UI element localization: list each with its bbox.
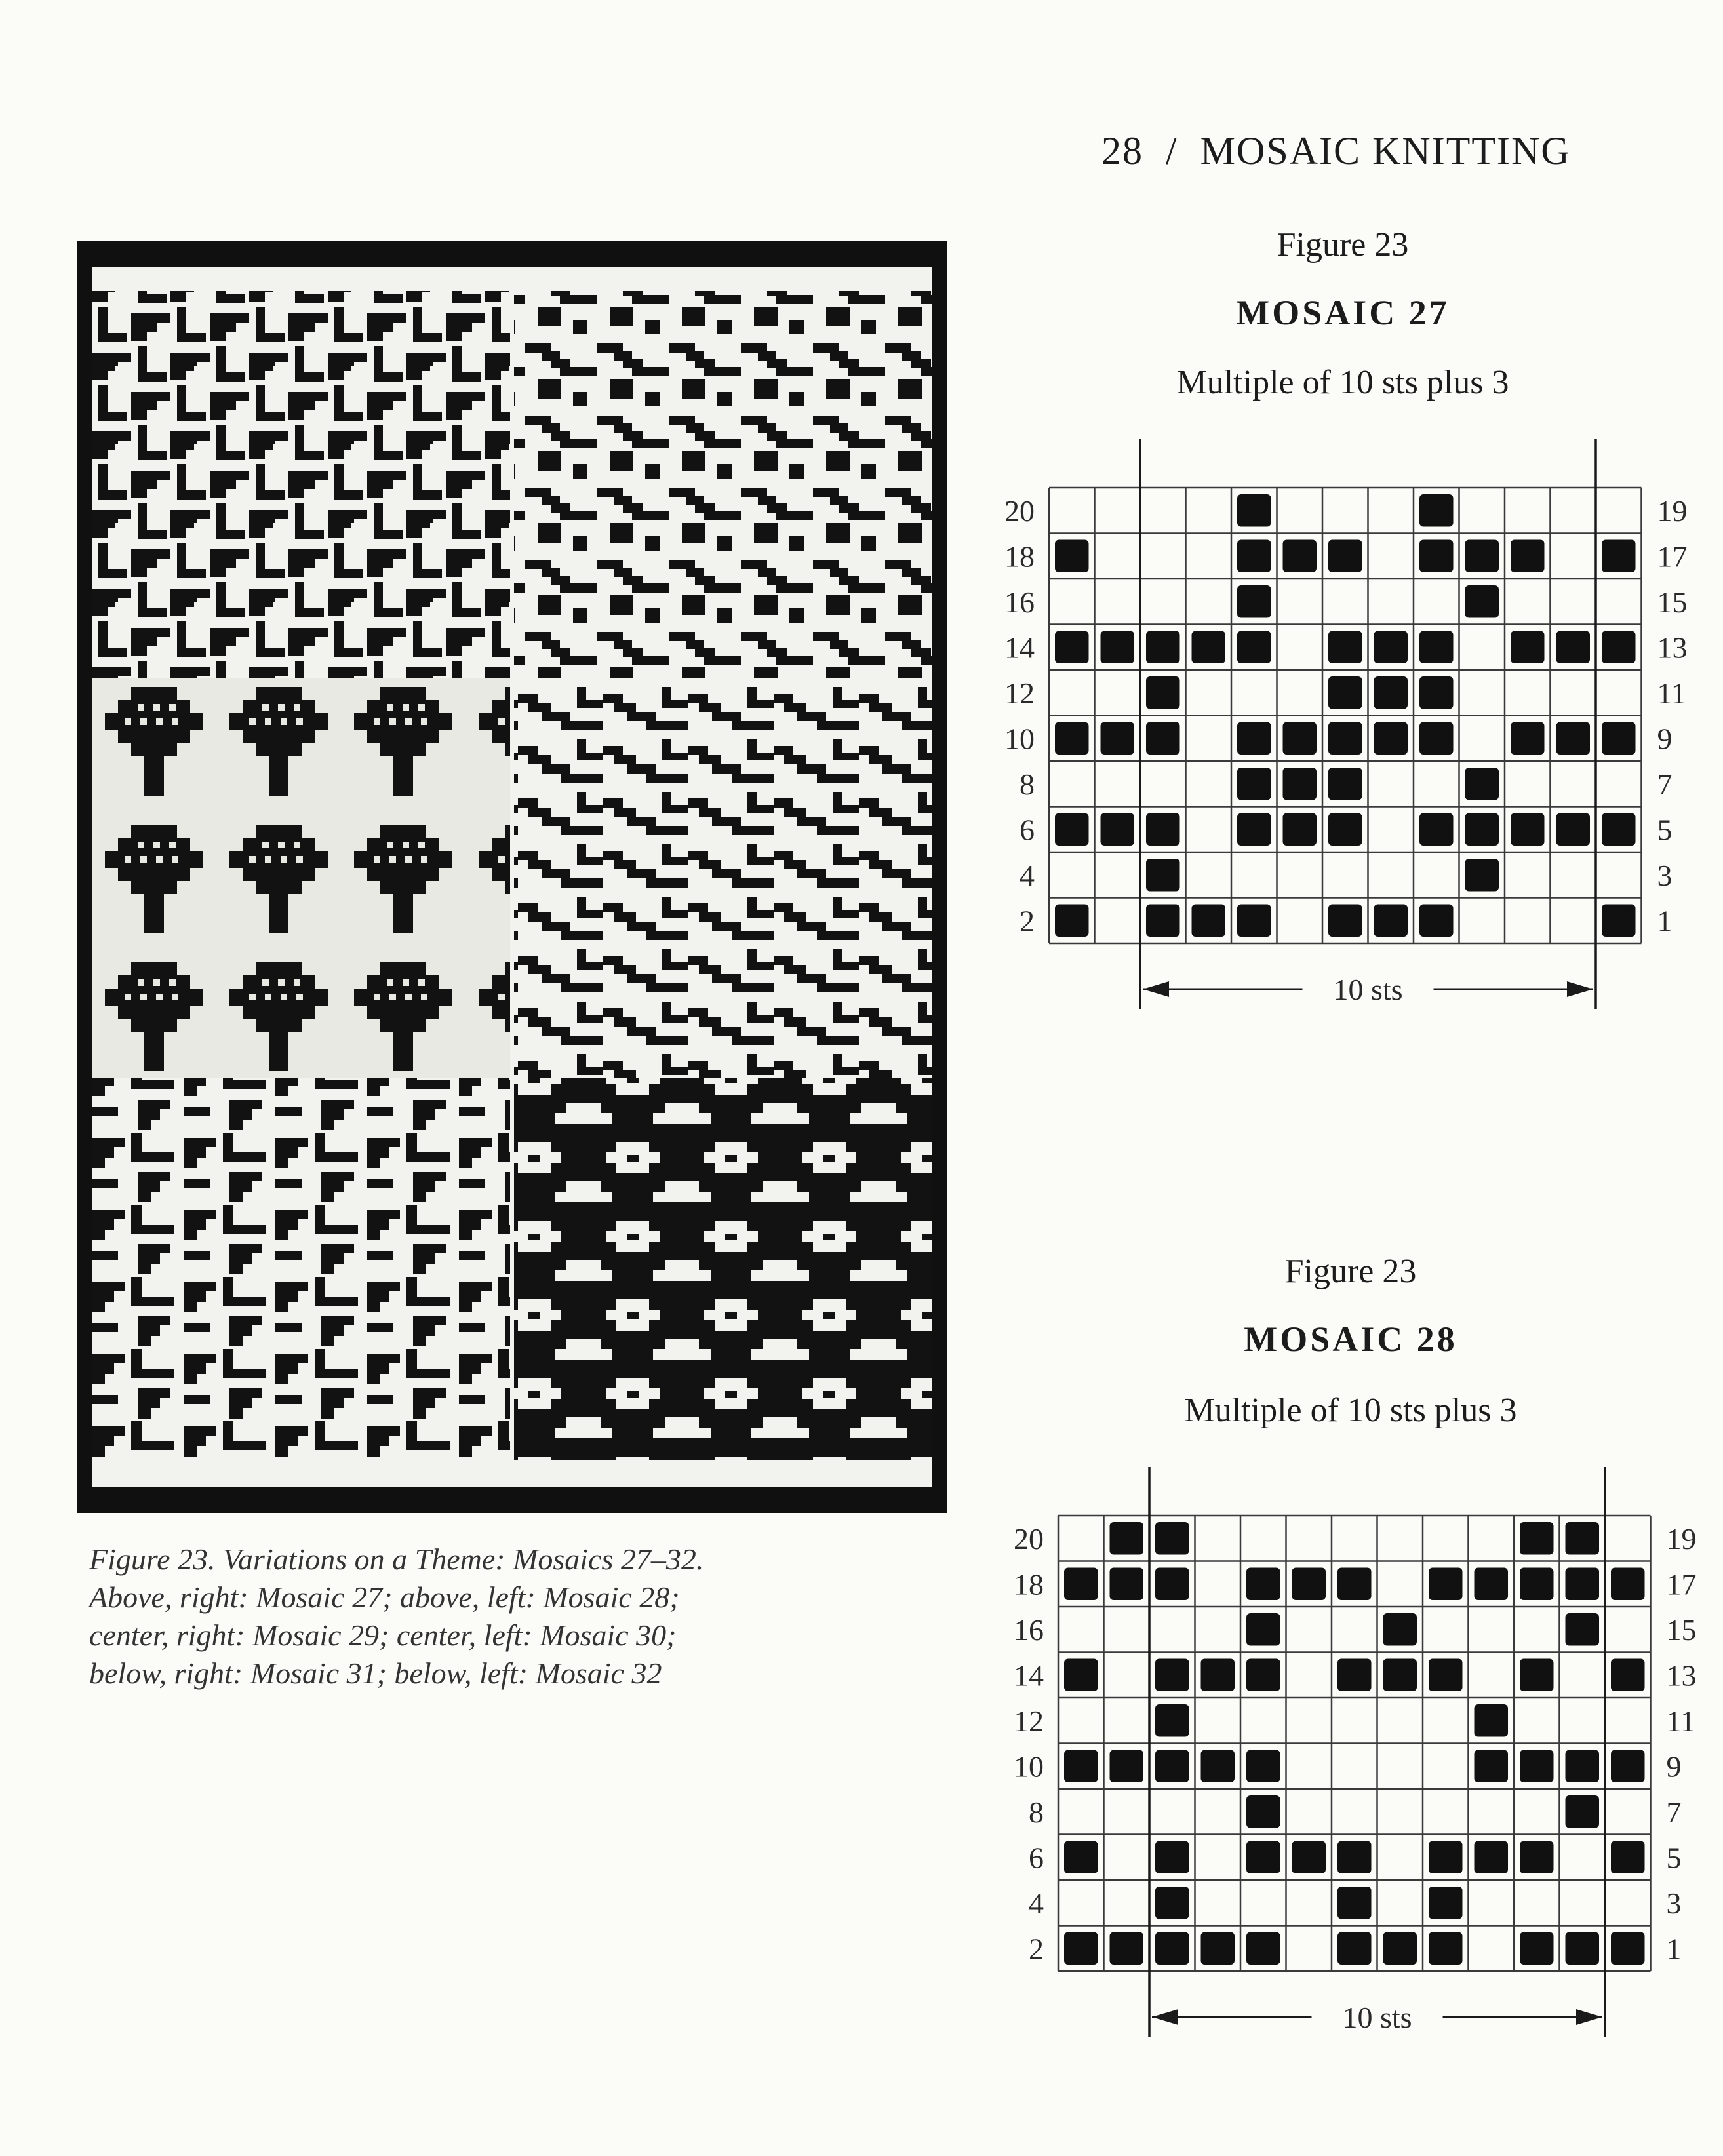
row-number-right: 17 <box>1666 1567 1697 1601</box>
row-number-left: 20 <box>1004 494 1035 528</box>
filled-stitch <box>1566 1613 1600 1646</box>
filled-stitch <box>1520 1841 1554 1874</box>
filled-stitch <box>1246 1568 1280 1601</box>
filled-stitch <box>1556 722 1591 755</box>
filled-stitch <box>1520 1568 1554 1601</box>
filled-stitch <box>1328 540 1362 573</box>
filled-stitch <box>1511 631 1545 664</box>
row-number-left: 18 <box>1014 1567 1044 1601</box>
filled-stitch <box>1155 1568 1189 1601</box>
filled-stitch <box>1611 1568 1645 1601</box>
row-number-left: 8 <box>1029 1795 1044 1829</box>
filled-stitch <box>1237 494 1271 527</box>
book-title: MOSAIC KNITTING <box>1200 129 1571 172</box>
filled-stitch <box>1328 676 1362 709</box>
filled-stitch <box>1246 1659 1280 1692</box>
filled-stitch <box>1419 540 1454 573</box>
row-number-right: 5 <box>1657 813 1673 847</box>
filled-stitch <box>1383 1659 1417 1692</box>
filled-stitch <box>1465 540 1499 573</box>
filled-stitch <box>1475 1704 1509 1737</box>
row-number-left: 6 <box>1020 813 1035 847</box>
filled-stitch <box>1283 768 1317 800</box>
filled-stitch <box>1237 631 1271 664</box>
filled-stitch <box>1374 905 1408 937</box>
filled-stitch <box>1328 768 1362 800</box>
filled-stitch <box>1511 813 1545 846</box>
filled-stitch <box>1602 905 1636 937</box>
filled-stitch <box>1465 859 1499 892</box>
chart-2-title: MOSAIC 28 <box>1244 1320 1457 1359</box>
filled-stitch <box>1429 1887 1463 1919</box>
filled-stitch <box>1602 813 1636 846</box>
filled-stitch <box>1419 631 1454 664</box>
filled-stitch <box>1237 585 1271 618</box>
filled-stitch <box>1146 813 1180 846</box>
filled-stitch <box>1110 1750 1144 1783</box>
filled-stitch <box>1566 1750 1600 1783</box>
knitted-sample-pattern <box>92 267 932 1487</box>
filled-stitch <box>1283 813 1317 846</box>
filled-stitch <box>1556 631 1591 664</box>
filled-stitch <box>1064 1750 1098 1783</box>
filled-stitch <box>1110 1932 1144 1965</box>
row-number-left: 4 <box>1020 858 1035 892</box>
filled-stitch <box>1237 813 1271 846</box>
row-number-left: 12 <box>1004 676 1035 710</box>
filled-stitch <box>1237 540 1271 573</box>
filled-stitch <box>1101 813 1135 846</box>
filled-stitch <box>1328 905 1362 937</box>
arrowhead-left <box>1152 2009 1178 2025</box>
row-number-left: 16 <box>1004 585 1035 619</box>
arrowhead-left <box>1143 981 1169 997</box>
filled-stitch <box>1556 813 1591 846</box>
photo-caption: Figure 23. Variations on a Theme: Mosaics 27–32. Above, right: Mosaic 27; above, left: Mosaic 28; center, right: Mosaic 29; center, left: Mosaic 30; below, right: Mosaic 31; below, left: Mosaic 32 <box>89 1542 704 1690</box>
filled-stitch <box>1429 1841 1463 1874</box>
filled-stitch <box>1611 1659 1645 1692</box>
filled-stitch <box>1246 1841 1280 1874</box>
chart-1-figure-label: Figure 23 <box>1277 226 1409 264</box>
filled-stitch <box>1337 1659 1372 1692</box>
filled-stitch <box>1465 768 1499 800</box>
row-number-left: 4 <box>1029 1886 1044 1920</box>
filled-stitch <box>1419 813 1454 846</box>
filled-stitch <box>1146 631 1180 664</box>
filled-stitch <box>1511 722 1545 755</box>
filled-stitch <box>1337 1568 1372 1601</box>
filled-stitch <box>1246 1613 1280 1646</box>
filled-stitch <box>1566 1568 1600 1601</box>
filled-stitch <box>1155 1750 1189 1783</box>
filled-stitch <box>1155 1887 1189 1919</box>
filled-stitch <box>1465 585 1499 618</box>
filled-stitch <box>1055 540 1089 573</box>
filled-stitch <box>1146 859 1180 892</box>
filled-stitch <box>1283 722 1317 755</box>
filled-stitch <box>1055 631 1089 664</box>
filled-stitch <box>1475 1568 1509 1601</box>
filled-stitch <box>1064 1568 1098 1601</box>
row-number-left: 16 <box>1014 1613 1044 1647</box>
running-header <box>1101 128 1646 174</box>
filled-stitch <box>1110 1568 1144 1601</box>
filled-stitch <box>1146 905 1180 937</box>
filled-stitch <box>1201 1932 1235 1965</box>
row-number-left: 2 <box>1020 904 1035 938</box>
row-number-right: 7 <box>1657 767 1673 801</box>
filled-stitch <box>1064 1659 1098 1692</box>
filled-stitch <box>1237 905 1271 937</box>
filled-stitch <box>1192 905 1226 937</box>
row-number-left: 12 <box>1014 1704 1044 1738</box>
filled-stitch <box>1146 676 1180 709</box>
filled-stitch <box>1337 1841 1372 1874</box>
filled-stitch <box>1611 1841 1645 1874</box>
row-number-left: 10 <box>1004 722 1035 756</box>
repeat-label: 10 sts <box>1342 2001 1412 2034</box>
filled-stitch <box>1566 1522 1600 1555</box>
filled-stitch <box>1292 1841 1326 1874</box>
filled-stitch <box>1511 540 1545 573</box>
row-number-right: 11 <box>1657 676 1686 710</box>
filled-stitch <box>1566 1795 1600 1828</box>
filled-stitch <box>1520 1932 1554 1965</box>
filled-stitch <box>1520 1659 1554 1692</box>
arrowhead-right <box>1576 2009 1602 2025</box>
chart-2-subtitle: Multiple of 10 sts plus 3 <box>1184 1392 1517 1429</box>
row-number-right: 9 <box>1657 722 1673 756</box>
row-number-right: 5 <box>1666 1841 1682 1875</box>
filled-stitch <box>1237 722 1271 755</box>
filled-stitch <box>1419 722 1454 755</box>
filled-stitch <box>1520 1522 1554 1555</box>
filled-stitch <box>1475 1841 1509 1874</box>
filled-stitch <box>1055 813 1089 846</box>
filled-stitch <box>1292 1568 1326 1601</box>
filled-stitch <box>1520 1750 1554 1783</box>
filled-stitch <box>1419 494 1454 527</box>
filled-stitch <box>1101 631 1135 664</box>
filled-stitch <box>1328 813 1362 846</box>
row-number-right: 3 <box>1666 1886 1682 1920</box>
filled-stitch <box>1611 1932 1645 1965</box>
chart-1-subtitle: Multiple of 10 sts plus 3 <box>1176 364 1509 401</box>
filled-stitch <box>1465 813 1499 846</box>
row-number-left: 18 <box>1004 539 1035 574</box>
filled-stitch <box>1055 905 1089 937</box>
row-number-right: 19 <box>1657 494 1688 528</box>
filled-stitch <box>1602 540 1636 573</box>
filled-stitch <box>1237 768 1271 800</box>
row-number-left: 20 <box>1014 1521 1044 1556</box>
row-number-left: 8 <box>1020 767 1035 801</box>
row-number-left: 6 <box>1029 1841 1044 1875</box>
filled-stitch <box>1155 1522 1189 1555</box>
filled-stitch <box>1337 1887 1372 1919</box>
filled-stitch <box>1328 631 1362 664</box>
filled-stitch <box>1283 540 1317 573</box>
chart-1-title: MOSAIC 27 <box>1236 293 1450 332</box>
filled-stitch <box>1055 722 1089 755</box>
row-number-right: 15 <box>1657 585 1688 619</box>
filled-stitch <box>1246 1932 1280 1965</box>
filled-stitch <box>1155 1932 1189 1965</box>
knitted-sample-photo <box>77 241 947 1513</box>
filled-stitch <box>1246 1750 1280 1783</box>
filled-stitch <box>1566 1932 1600 1965</box>
filled-stitch <box>1429 1932 1463 1965</box>
filled-stitch <box>1429 1568 1463 1601</box>
row-number-right: 17 <box>1657 539 1688 574</box>
row-number-left: 10 <box>1014 1750 1044 1784</box>
row-number-left: 14 <box>1004 631 1035 665</box>
row-number-right: 19 <box>1666 1521 1697 1556</box>
row-number-right: 3 <box>1657 858 1673 892</box>
filled-stitch <box>1611 1750 1645 1783</box>
filled-stitch <box>1101 722 1135 755</box>
row-number-left: 2 <box>1029 1932 1044 1966</box>
row-number-right: 7 <box>1666 1795 1682 1829</box>
filled-stitch <box>1602 722 1636 755</box>
filled-stitch <box>1155 1704 1189 1737</box>
row-number-right: 1 <box>1666 1932 1682 1966</box>
filled-stitch <box>1110 1522 1144 1555</box>
filled-stitch <box>1146 722 1180 755</box>
filled-stitch <box>1155 1659 1189 1692</box>
filled-stitch <box>1383 1932 1417 1965</box>
filled-stitch <box>1374 722 1408 755</box>
filled-stitch <box>1419 676 1454 709</box>
row-number-right: 13 <box>1666 1658 1697 1693</box>
filled-stitch <box>1475 1750 1509 1783</box>
filled-stitch <box>1328 722 1362 755</box>
filled-stitch <box>1192 631 1226 664</box>
filled-stitch <box>1246 1795 1280 1828</box>
filled-stitch <box>1201 1750 1235 1783</box>
filled-stitch <box>1383 1613 1417 1646</box>
filled-stitch <box>1419 905 1454 937</box>
chart-2-figure-label: Figure 23 <box>1284 1253 1417 1290</box>
filled-stitch <box>1337 1932 1372 1965</box>
filled-stitch <box>1429 1659 1463 1692</box>
page-number: 28 <box>1101 129 1143 172</box>
row-number-right: 13 <box>1657 631 1688 665</box>
row-number-left: 14 <box>1014 1658 1044 1693</box>
filled-stitch <box>1602 631 1636 664</box>
repeat-label: 10 sts <box>1333 973 1403 1006</box>
filled-stitch <box>1064 1841 1098 1874</box>
filled-stitch <box>1201 1659 1235 1692</box>
filled-stitch <box>1064 1932 1098 1965</box>
arrowhead-right <box>1567 981 1593 997</box>
row-number-right: 11 <box>1666 1704 1695 1738</box>
filled-stitch <box>1374 631 1408 664</box>
header-separator: / <box>1166 129 1178 172</box>
filled-stitch <box>1374 676 1408 709</box>
filled-stitch <box>1155 1841 1189 1874</box>
row-number-right: 15 <box>1666 1613 1697 1647</box>
row-number-right: 1 <box>1657 904 1673 938</box>
row-number-right: 9 <box>1666 1750 1682 1784</box>
